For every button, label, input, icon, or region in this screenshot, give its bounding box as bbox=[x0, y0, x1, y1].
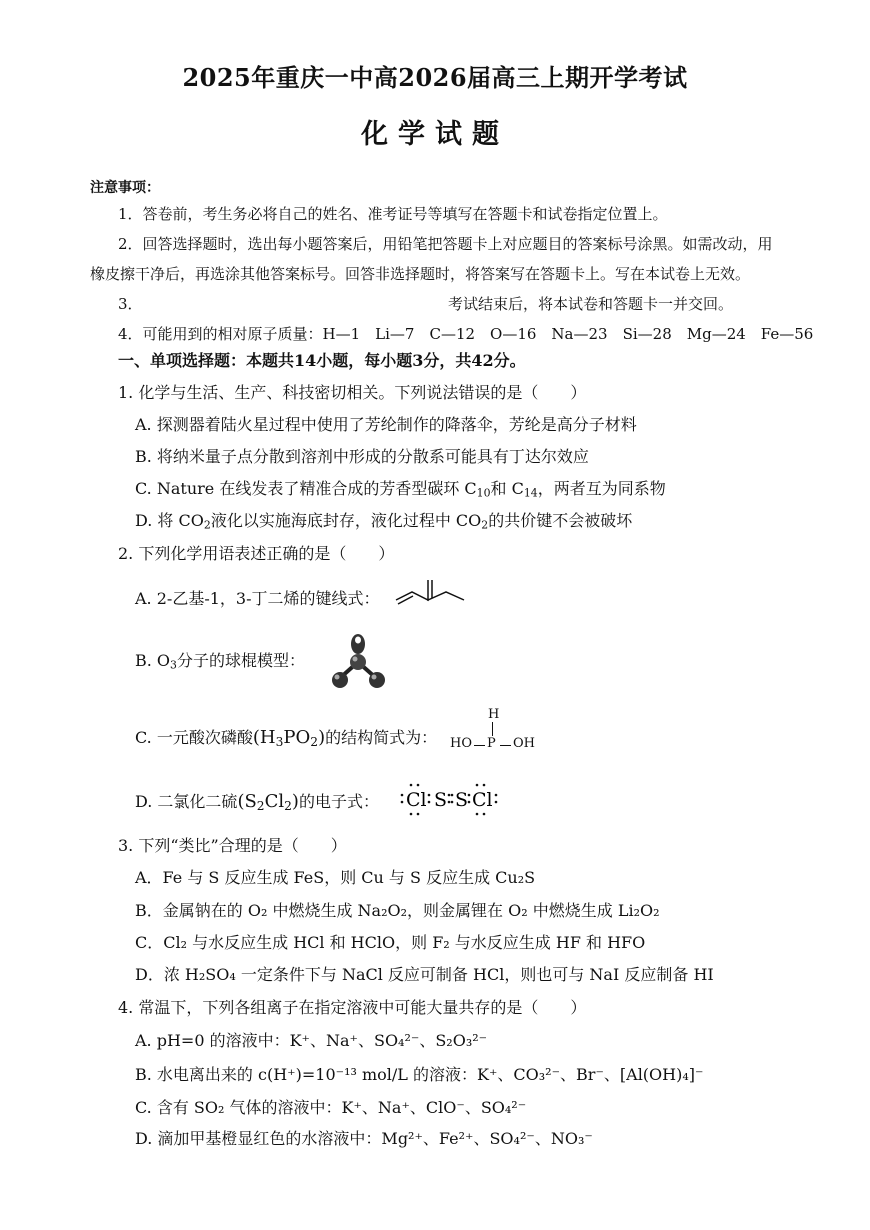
svg-text:S: S bbox=[434, 789, 448, 811]
ozone-ball-stick-model bbox=[325, 626, 385, 692]
exam-title: 2025年重庆一中高2026届高三上期开学考试 bbox=[182, 63, 688, 92]
q2-stem: 2. 下列化学用语表述正确的是（ ） bbox=[118, 544, 395, 563]
q3-option-a: A．Fe 与 S 反应生成 FeS，则 Cu 与 S 反应生成 Cu₂S bbox=[135, 868, 536, 887]
q2-option-b: B. $O_3$分子的球棍模型： bbox=[135, 651, 305, 672]
struct-bond-vertical bbox=[492, 722, 493, 736]
struct-oh: OH bbox=[513, 736, 535, 751]
q3-option-b: B．金属钠在的 O₂ 中燃烧生成 Na₂O₂，则金属锂在 O₂ 中燃烧生成 Li₂O₂ bbox=[135, 901, 660, 920]
q3-option-c: C．Cl₂ 与水反应生成 HCl 和 HClO，则 F₂ 与水反应生成 HF 和 HFO bbox=[135, 933, 646, 952]
q2-option-d: D. 二氯化二硫$(S_2Cl_2)$的电子式： bbox=[135, 791, 379, 814]
q4-option-b: B. 水电离出来的 c(H⁺)=10⁻¹³ mol/L 的溶液：K⁺、CO₃²⁻、Br⁻、[Al(OH)₄]⁻ bbox=[135, 1065, 704, 1084]
exam-subtitle: 化学试题 bbox=[361, 119, 509, 150]
struct-h: H bbox=[488, 707, 500, 722]
q2-option-c: C. 一元酸次磷酸$(H_3PO_2)$的结构简式为： bbox=[135, 727, 438, 750]
q1-stem: 1. 化学与生活、生产、科技密切相关。下列说法错误的是（ ） bbox=[118, 383, 587, 402]
skeletal-formula-diagram bbox=[392, 572, 472, 612]
notice-item-3: 考试结束后，将本试卷和答题卡一并交回。 bbox=[448, 295, 734, 313]
svg-text:Cl: Cl bbox=[472, 789, 493, 811]
q4-option-d: D. 滴加甲基橙显红色的水溶液中：Mg²⁺、Fe²⁺、SO₄²⁻、NO₃⁻ bbox=[135, 1129, 593, 1148]
phosphinic-acid-structure bbox=[450, 707, 540, 757]
notice-heading: 注意事项： bbox=[90, 180, 160, 196]
q1-option-d: D. 将 $CO_2$液化以实施海底封存，液化过程中 $CO_2$的共价键不会被破坏 bbox=[135, 511, 633, 532]
q1-option-a: A. 探测器着陆火星过程中使用了芳纶制作的降落伞，芳纶是高分子材料 bbox=[135, 415, 637, 434]
section-heading: 一、单项选择题：本题共14小题，每小题3分，共42分。 bbox=[118, 351, 526, 370]
svg-text:Cl: Cl bbox=[406, 789, 427, 811]
notice-item-4: 4．可能用到的相对原子质量：H—1 Li—7 C—12 O—16 Na—23 Si—28 Mg—24 Fe—56 bbox=[118, 325, 814, 343]
q4-option-a: A. pH=0 的溶液中：K⁺、Na⁺、SO₄²⁻、S₂O₃²⁻ bbox=[135, 1031, 488, 1050]
svg-text:S: S bbox=[455, 789, 469, 811]
struct-p: P bbox=[487, 736, 496, 751]
notice-item-3-number: 3． bbox=[118, 295, 143, 313]
q3-option-d: D．浓 H₂SO₄ 一定条件下与 NaCl 反应可制备 HCl，则也可与 NaI 反应制备 HI bbox=[135, 965, 714, 984]
q4-stem: 4. 常温下，下列各组离子在指定溶液中可能大量共存的是（ ） bbox=[118, 998, 587, 1017]
struct-ho: HO bbox=[450, 736, 472, 751]
s2cl2-electron-dot-formula bbox=[398, 780, 502, 818]
q1-option-b: B. 将纳米量子点分散到溶剂中形成的分散系可能具有丁达尔效应 bbox=[135, 447, 589, 466]
notice-item-2-cont: 橡皮擦干净后，再选涂其他答案标号。回答非选择题时，将答案写在答题卡上。写在本试卷上无效。 bbox=[90, 265, 751, 283]
notice-item-2: 2．回答选择题时，选出每小题答案后，用铅笔把答题卡上对应题目的答案标号涂黑。如需改动，用 bbox=[118, 235, 773, 253]
q4-option-c: C. 含有 SO₂ 气体的溶液中：K⁺、Na⁺、ClO⁻、SO₄²⁻ bbox=[135, 1098, 527, 1117]
struct-bond-right bbox=[500, 745, 511, 746]
struct-bond-left bbox=[474, 745, 485, 746]
q3-stem: 3. 下列“类比”合理的是（ ） bbox=[118, 836, 347, 855]
q1-option-c: C. Nature 在线发表了精准合成的芳香型碳环 $C_{10}$和 $C_{14}$，两者互为同系物 bbox=[135, 479, 666, 500]
q2-option-a: A. 2-乙基-1，3-丁二烯的键线式： bbox=[135, 589, 380, 608]
notice-item-1: 1．答卷前，考生务必将自己的姓名、准考证号等填写在答题卡和试卷指定位置上。 bbox=[118, 205, 668, 223]
